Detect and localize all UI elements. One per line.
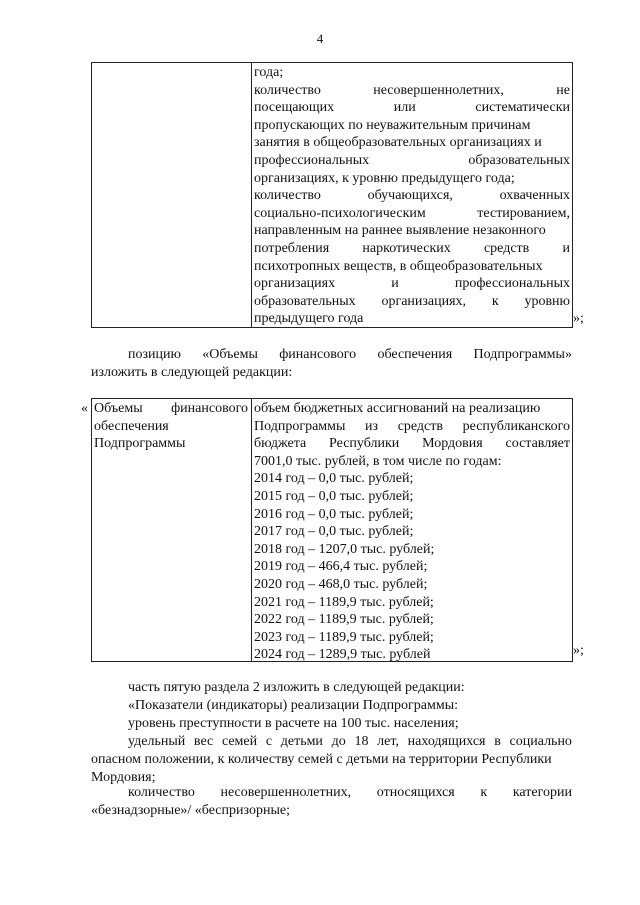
word: категории: [512, 785, 572, 800]
word: профессиональных: [454, 276, 570, 292]
text-line: [254, 418, 570, 436]
paragraph-line: [128, 784, 572, 802]
text-line: 2021 год – 1189,9 тыс. рублей;: [254, 594, 434, 610]
table-cell-right: [254, 64, 570, 328]
word: и: [391, 276, 399, 292]
paragraph-line: изложить в следующей редакции:: [91, 365, 293, 380]
table-cell-right: [254, 400, 570, 664]
word: не: [556, 82, 570, 98]
text-line: 2017 год – 0,0 тыс. рублей;: [254, 524, 414, 540]
paragraph-line: часть пятую раздела 2 изложить в следующей редакции:: [128, 680, 465, 695]
text-line: 2015 год – 0,0 тыс. рублей;: [254, 488, 414, 504]
word: организациях: [254, 276, 336, 292]
text-line: объем бюджетных ассигнований на реализацию: [254, 401, 541, 416]
text-line: [254, 293, 570, 311]
text-line: 2023 год – 1189,9 тыс. рублей;: [254, 629, 434, 645]
word: финансового: [171, 401, 248, 416]
word: посещающих: [254, 100, 335, 116]
page-number: 4: [316, 31, 324, 46]
word: семей: [221, 734, 258, 749]
text-line: года;: [254, 65, 284, 80]
word: Подпрограммы»: [473, 347, 572, 362]
word: бюджета: [254, 436, 307, 452]
word: тестированием,: [477, 205, 570, 221]
word: количество: [254, 188, 321, 204]
text-line: 2018 год – 1207,0 тыс. рублей;: [254, 541, 435, 557]
paragraph-line: «безнадзорные»/ «беспризорные;: [91, 803, 290, 818]
word: количество: [128, 785, 195, 800]
word: лет,: [377, 734, 399, 749]
word: удельный: [128, 734, 186, 749]
word: обучающихся,: [367, 188, 453, 204]
text-line: психотропных веществ, в общеобразовательных: [254, 258, 543, 274]
closing-quote-mark: »;: [573, 311, 584, 326]
word: потребления: [254, 240, 330, 256]
word: республиканского: [462, 418, 570, 434]
paragraph-line: уровень преступности в расчете на 100 тыс. населения;: [128, 716, 459, 731]
word: финансового: [279, 347, 357, 362]
table-indicators: [91, 62, 573, 328]
word: 18: [354, 734, 369, 749]
word: к: [491, 293, 499, 309]
paragraph-line: [128, 346, 572, 364]
word: средств: [397, 418, 443, 434]
word: организациях,: [381, 293, 467, 309]
word: позицию: [128, 347, 181, 362]
word: или: [393, 100, 416, 116]
word: с: [265, 734, 273, 749]
text-line: 2022 год – 1189,9 тыс. рублей;: [254, 612, 434, 628]
word: социально: [509, 734, 572, 749]
word: образовательных: [468, 152, 570, 168]
word: профессиональных: [254, 152, 370, 168]
word: Объемы: [94, 401, 143, 416]
text-line: [254, 187, 570, 205]
text-line: [94, 400, 248, 418]
word: уровню: [524, 293, 570, 309]
paragraph-line: [128, 733, 572, 751]
word: составляет: [505, 436, 570, 452]
text-line: пропускающих по неуважительным причинам: [254, 117, 531, 133]
text-line: 2020 год – 468,0 тыс. рублей;: [254, 576, 428, 592]
text-line: [254, 205, 570, 223]
word: относящихся: [376, 785, 455, 800]
word: к: [480, 785, 488, 800]
text-line: [254, 275, 570, 293]
text-line: 2016 год – 0,0 тыс. рублей;: [254, 506, 414, 522]
text-line: направленным на раннее выявление незаконного: [254, 223, 546, 239]
word: систематически: [475, 100, 570, 116]
word: наркотических: [362, 240, 451, 256]
table-funding: [91, 398, 573, 662]
word: несовершеннолетних,: [373, 82, 504, 98]
text-line: 2024 год – 1289,9 тыс. рублей: [254, 647, 431, 663]
table-divider: [251, 63, 252, 327]
text-line: обеспечения: [94, 418, 169, 434]
text-line: [254, 82, 570, 100]
word: социально-психологическим: [254, 205, 426, 221]
opening-quote-mark: «: [81, 401, 88, 416]
word: из: [365, 418, 379, 434]
text-line: занятия в общеобразовательных организациях и: [254, 135, 542, 151]
word: несовершеннолетних,: [220, 785, 352, 800]
word: обеспечения: [377, 347, 453, 362]
word: вес: [193, 734, 214, 749]
paragraph-line: опасном положении, к количеству семей с детьми на территории Республики: [91, 752, 552, 767]
text-line: 2019 год – 466,4 тыс. рублей;: [254, 559, 428, 575]
text-line: [254, 240, 570, 258]
text-line: 2014 год – 0,0 тыс. рублей;: [254, 471, 414, 487]
paragraph-line: Мордовия;: [91, 770, 156, 785]
word: детьми: [280, 734, 323, 749]
word: до: [331, 734, 346, 749]
word: охваченных: [499, 188, 570, 204]
word: Подпрограммы: [254, 418, 346, 434]
text-line: [254, 99, 570, 117]
paragraph-line: «Показатели (индикаторы) реализации Подпрограммы:: [128, 698, 459, 713]
text-line: [254, 152, 570, 170]
table-cell-left: [94, 400, 248, 453]
word: находящихся: [407, 734, 486, 749]
word: и: [562, 240, 570, 256]
word: Республики: [329, 436, 400, 452]
text-line: организациях, к уровню предыдущего года;: [254, 170, 515, 186]
closing-quote-mark: »;: [573, 643, 584, 658]
word: средств: [483, 240, 530, 256]
word: количество: [254, 82, 321, 98]
text-line: 7001,0 тыс. рублей, в том числе по годам:: [254, 453, 502, 469]
word: Мордовия: [422, 436, 483, 452]
text-line: предыдущего года: [254, 311, 364, 327]
text-line: [254, 435, 570, 453]
word: «Объемы: [202, 347, 258, 362]
word: образовательных: [254, 293, 356, 309]
text-line: Подпрограммы: [94, 436, 186, 452]
word: в: [494, 734, 501, 749]
table-divider: [251, 399, 252, 661]
